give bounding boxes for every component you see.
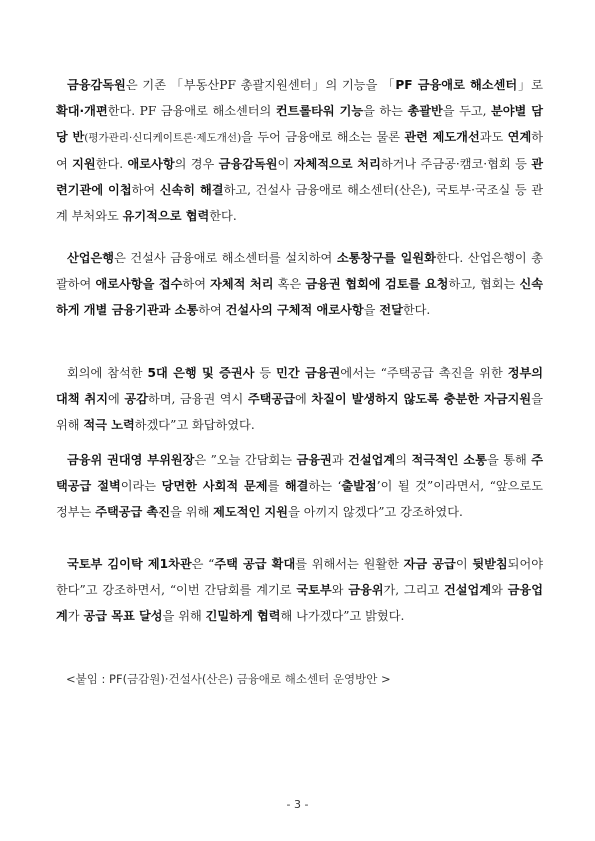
- body-text: 의: [395, 453, 412, 467]
- emphasis-text: 유기적으로 협력: [122, 209, 210, 223]
- body-text: 에: [295, 392, 312, 406]
- emphasis-text: 연계: [507, 130, 532, 144]
- emphasis-text: 자금 공급: [403, 557, 456, 571]
- emphasis-text: 컨트롤타워 기능: [275, 104, 364, 118]
- body-text: 하며, 금융권 역시: [147, 392, 248, 406]
- emphasis-text: 적극 노력: [83, 418, 135, 432]
- emphasis-text: 민간 금융권: [276, 366, 341, 380]
- emphasis-text: 주택공급 촉진: [95, 505, 171, 519]
- emphasis-text: 공급 목표 달성: [83, 609, 163, 623]
- emphasis-text: 적극적인 소통: [411, 453, 487, 467]
- emphasis-text: 애로사항을 접수: [95, 277, 183, 291]
- body-text: 가: [67, 609, 84, 623]
- body-text: 을 위해: [162, 609, 206, 623]
- emphasis-text: 5대 은행 및 증권사: [147, 366, 255, 380]
- emphasis-text: 건설사의 구체적 애로사항: [225, 303, 364, 317]
- emphasis-text: 애로사항: [127, 157, 175, 171]
- body-text: 은 ”오늘 간담회는: [194, 453, 297, 467]
- emphasis-text: 뒷받침: [472, 557, 508, 571]
- body-text: 와: [491, 583, 508, 597]
- emphasis-text: 분야별 담당 반: [56, 104, 543, 144]
- body-text: 을 통해: [486, 453, 532, 467]
- body-text: 이라는: [120, 479, 162, 493]
- body-text: 를: [267, 479, 285, 493]
- paragraph-molit-vice-minister-remarks: [56, 551, 543, 629]
- paragraph-fss-center: [56, 72, 543, 229]
- emphasis-text: 전달: [379, 303, 403, 317]
- emphasis-text: 해결: [284, 479, 309, 493]
- body-text: 하겠다”고 화답하였다.: [134, 418, 255, 432]
- emphasis-text: 확대·개편: [56, 104, 108, 118]
- emphasis-text: 주택 공급 확대: [214, 557, 296, 571]
- emphasis-text: PF 금융애로 해소센터: [395, 78, 518, 92]
- body-text: 이: [455, 557, 473, 571]
- body-text: 혹은: [273, 277, 306, 291]
- emphasis-text: 자체적 처리: [210, 277, 274, 291]
- emphasis-text: 신속히 해결: [159, 183, 224, 197]
- body-text: 하여: [56, 130, 543, 171]
- body-text: 에: [108, 392, 125, 406]
- body-text: 한다.: [95, 157, 128, 171]
- attachment-note: <붙임 : PF(금감원)·건설사(산은) 금융애로 해소센터 운영방안 >: [66, 672, 391, 686]
- emphasis-text: 공감: [124, 392, 148, 406]
- body-text: 」로: [517, 78, 543, 92]
- body-text: 회의에 참석한: [66, 366, 148, 380]
- emphasis-text: 신속하게 개별 금융기관과 소통: [56, 277, 544, 317]
- body-text: 을 위해: [56, 392, 543, 432]
- emphasis-text: 금융권: [296, 453, 332, 467]
- body-text: 이: [277, 157, 294, 171]
- body-text: 을 아끼지 않겠다”고 강조하였다.: [288, 505, 463, 519]
- body-text: 하거나 주금공·캠코·협회 등: [380, 157, 532, 171]
- emphasis-text: 금융업계: [56, 583, 543, 623]
- body-text: 하여: [182, 277, 211, 291]
- body-text: 에서는 “주택공급 촉진을 위한: [340, 366, 508, 380]
- emphasis-text: 긴밀하게 협력: [205, 609, 281, 623]
- emphasis-text: 주택공급: [247, 392, 295, 406]
- emphasis-text: 금융권 협회에 검토를 요청: [305, 277, 449, 291]
- emphasis-text: 당면한 사회적 문제: [161, 479, 268, 493]
- body-text: 은 기존 「부동산PF 총괄지원센터」의 기능을 「: [125, 78, 396, 92]
- body-text: 하고, 협회는: [448, 277, 520, 291]
- emphasis-text: 금융감독원: [66, 78, 126, 92]
- body-text: 를 위해서는 원활한: [295, 557, 404, 571]
- emphasis-text: 관련 제도개선: [404, 130, 480, 144]
- emphasis-text: 자체적으로 처리: [293, 157, 381, 171]
- body-text: 되어야 한다”고 강조하면서, “이번 간담회를 계기로: [56, 557, 543, 597]
- page-number: - 3 -: [286, 798, 309, 811]
- paragraph-fsc-vice-chair-remarks: [56, 447, 543, 525]
- body-text: 하는 ‘: [308, 479, 342, 493]
- body-text: 은 건설사 금융애로 해소센터를 설치하여: [114, 251, 337, 265]
- paragraph-private-finance-response: [56, 360, 543, 438]
- body-text: 와: [331, 583, 349, 597]
- body-text: 하여: [198, 303, 226, 317]
- emphasis-text: 국토부: [296, 583, 332, 597]
- parenthetical-text: (평가관리·신디케이트론·제도개선): [84, 132, 242, 144]
- emphasis-text: 관련기관에 이첩: [56, 157, 544, 197]
- emphasis-text: 주택공급 절벽: [56, 453, 544, 493]
- body-text: 하고, 건설사 금융애로 해소센터(산은), 국토부·국조실 등 관계 부처와도: [56, 183, 543, 223]
- emphasis-text: 제도적인 지원: [213, 505, 289, 519]
- emphasis-text: 금융위 권대영 부위원장: [66, 453, 195, 467]
- body-text: 과: [331, 453, 349, 467]
- emphasis-text: 건설업계: [444, 583, 492, 597]
- body-text: 한다.: [209, 209, 237, 223]
- emphasis-text: 국토부 김이탁 제1차관: [66, 557, 192, 571]
- body-text: 해 나가겠다”고 밝혔다.: [280, 609, 405, 623]
- body-text: 하여: [131, 183, 160, 197]
- emphasis-text: 정부의 대책 취지: [56, 366, 544, 406]
- emphasis-text: 금융감독원: [218, 157, 278, 171]
- emphasis-text: 차질이 발생하지 않도록 충분한 자금지원: [311, 392, 532, 406]
- emphasis-text: 소통창구를 일원화: [336, 251, 436, 265]
- body-text: 은 “: [191, 557, 215, 571]
- body-text: 한다. 산업은행이 총괄하여: [56, 251, 543, 291]
- body-text: 의 경우: [174, 157, 219, 171]
- body-text: ’이 될 것”이라면서, “앞으로도 정부는: [56, 479, 544, 519]
- body-text: 을 하는: [363, 104, 408, 118]
- emphasis-text: 금융위: [348, 583, 384, 597]
- paragraph-kdb-center: [56, 245, 543, 323]
- body-text: 을 두어 금융애로 해소는 물론: [241, 130, 405, 144]
- body-text: 한다. PF 금융애로 해소센터의: [107, 104, 276, 118]
- body-text: 을 위해: [170, 505, 214, 519]
- emphasis-text: 건설업계: [348, 453, 396, 467]
- emphasis-text: 산업은행: [66, 251, 115, 265]
- body-text: 을 두고,: [442, 104, 492, 118]
- body-text: 을: [363, 303, 380, 317]
- body-text: 등: [254, 366, 277, 380]
- body-text: 과도: [479, 130, 508, 144]
- body-text: 가, 그리고: [383, 583, 445, 597]
- emphasis-text: 총괄반: [407, 104, 443, 118]
- emphasis-text: 지원: [72, 157, 96, 171]
- emphasis-text: 출발점: [341, 479, 377, 493]
- body-text: 한다.: [402, 303, 431, 317]
